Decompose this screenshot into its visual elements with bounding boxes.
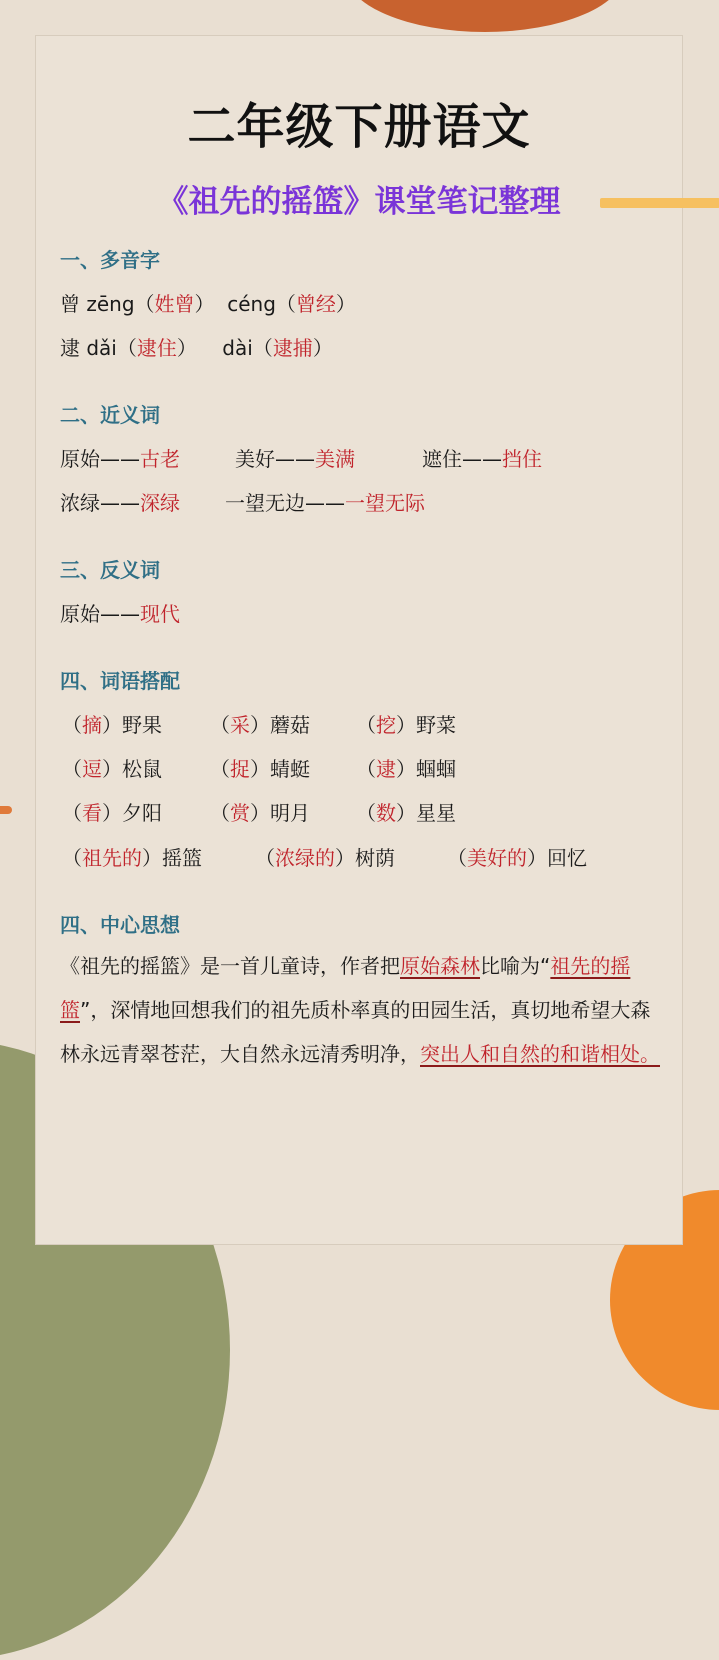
collocation-item: （挖）野菜: [356, 713, 456, 737]
synonym-pair: 原始——古老: [60, 447, 180, 471]
collocation-item: （美好的）回忆: [447, 846, 587, 870]
collocation-item: （逮）蝈蝈: [356, 757, 456, 781]
section-heading-central-idea: 四、中心思想: [60, 913, 180, 937]
synonym-pair: 美好——美满: [235, 447, 355, 471]
collocation-item: （浓绿的）树荫: [255, 846, 395, 870]
collocation-item: （采）蘑菇: [210, 713, 310, 737]
synonym-pair: 遮住——挡住: [422, 447, 542, 471]
collocation-item: （逗）松鼠: [62, 757, 162, 781]
collocation-item: （祖先的）摇篮: [62, 846, 202, 870]
collocation-item: （捉）蜻蜓: [210, 757, 310, 781]
decor-circle-top: [345, 0, 625, 32]
central-idea-paragraph: 《祖先的摇篮》是一首儿童诗，作者把原始森林比喻为“祖先的摇篮”，深情地回想我们的祖先质朴率真的田园生活，真切地希望大森林永远青翠苍茫，大自然永远清秀明净，突出人和自然的和谐相处。: [60, 954, 660, 1066]
section-heading-polyphones: 一、多音字: [60, 248, 160, 272]
section-heading-synonyms: 二、近义词: [60, 403, 160, 427]
synonym-pair: 一望无边——一望无际: [225, 491, 425, 515]
page-subtitle: 《祖先的摇篮》课堂笔记整理: [157, 184, 561, 220]
collocation-item: （赏）明月: [210, 801, 310, 825]
polyphone-row: 曾 zēng（姓曾） céng（曾经）: [60, 292, 356, 316]
collocation-item: （看）夕阳: [62, 801, 162, 825]
polyphone-row: 逮 dǎi（逮住） dài（逮捕）: [60, 336, 333, 360]
antonym-pair: 原始——现代: [60, 602, 180, 626]
decor-dash: [0, 806, 12, 814]
collocation-item: （摘）野果: [62, 713, 162, 737]
section-heading-antonyms: 三、反义词: [60, 558, 160, 582]
collocation-item: （数）星星: [356, 801, 456, 825]
synonym-pair: 浓绿——深绿: [60, 491, 180, 515]
page-title: 二年级下册语文: [187, 99, 531, 155]
section-heading-collocations: 四、词语搭配: [60, 669, 180, 693]
